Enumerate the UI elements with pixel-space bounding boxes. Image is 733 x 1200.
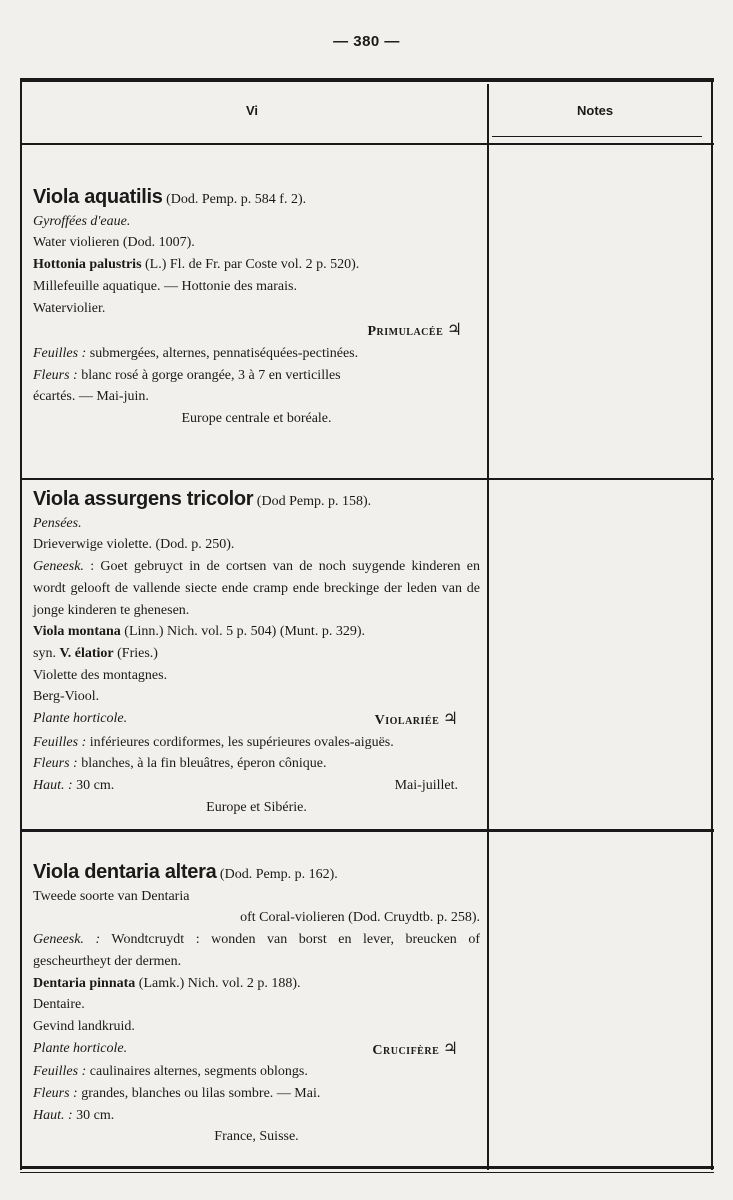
notes-header-rule bbox=[492, 136, 702, 137]
french-name: Millefeuille aquatique. — Hottonie des marais. bbox=[33, 278, 297, 294]
french-name: Violette des montagnes. bbox=[33, 667, 168, 683]
entry-viola-aquatilis bbox=[33, 187, 480, 430]
distribution: France, Suisse. bbox=[214, 1129, 299, 1145]
flowers-text: blanches, à la fin bleuâtres, éperon cônique. bbox=[81, 756, 327, 772]
leaves-text: submergées, alternes, pennatiséquées-pectinées. bbox=[89, 345, 359, 361]
flowers-label: Fleurs : bbox=[33, 756, 78, 772]
vernacular-name: Gyroffées d'eaue. bbox=[33, 213, 131, 229]
syn-label: syn. bbox=[33, 645, 56, 661]
leaves-text: inférieures cordiformes, les supérieures ovales-aiguës. bbox=[89, 734, 394, 750]
medicinal-label: Geneesk. : bbox=[33, 932, 101, 948]
entry-title-ref: (Dod Pemp. p. 158). bbox=[256, 494, 372, 509]
medicinal-label: Geneesk. bbox=[33, 559, 84, 575]
flowers-text: blanc rosé à gorge orangée, 3 à 7 en verticilles bbox=[81, 367, 341, 383]
entry-title: Viola assurgens tricolor bbox=[33, 488, 254, 510]
flowering-period: Mai-juillet. bbox=[394, 778, 458, 794]
table-top-rule bbox=[20, 78, 714, 82]
flowers-label: Fleurs : bbox=[33, 367, 78, 383]
dutch-name: Drieverwige violette. (Dod. p. 250). bbox=[33, 537, 235, 553]
synonym-ref: (L.) Fl. de Fr. par Coste vol. 2 p. 520). bbox=[145, 257, 360, 273]
syn-author: (Fries.) bbox=[117, 645, 158, 661]
leaves-label: Feuilles : bbox=[33, 1064, 87, 1080]
synonym-ref: (Lamk.) Nich. vol. 2 p. 188). bbox=[138, 975, 301, 991]
vernacular-name: Pensées. bbox=[33, 515, 82, 531]
family-name: Crucifère bbox=[372, 1042, 440, 1058]
column-divider-rule bbox=[487, 84, 489, 1170]
height-label: Haut. : bbox=[33, 778, 73, 794]
modern-dutch-name: Berg-Viool. bbox=[33, 689, 100, 705]
synonym-ref: (Linn.) Nich. vol. 5 p. 504) (Munt. p. 329). bbox=[124, 624, 365, 640]
entry-title-ref: (Dod. Pemp. p. 584 f. 2). bbox=[166, 192, 307, 207]
leaves-text: caulinaires alternes, segments oblongs. bbox=[89, 1064, 308, 1080]
entry-title-ref: (Dod. Pemp. p. 162). bbox=[219, 867, 338, 882]
perennial-symbol: ♃ bbox=[442, 709, 458, 729]
synonym-name: Viola montana bbox=[33, 624, 121, 640]
table-bottom-rule bbox=[20, 1166, 714, 1169]
table-right-rule bbox=[711, 80, 713, 1170]
entry-separator-2 bbox=[20, 829, 714, 832]
leaves-label: Feuilles : bbox=[33, 345, 87, 361]
height-label: Haut. : bbox=[33, 1107, 73, 1123]
flowers-label: Fleurs : bbox=[33, 1086, 78, 1102]
perennial-symbol: ♃ bbox=[442, 1038, 458, 1058]
table-left-rule bbox=[20, 80, 22, 1170]
modern-dutch-name: Gevind landkruid. bbox=[33, 1018, 135, 1034]
distribution: Europe centrale et boréale. bbox=[181, 411, 332, 427]
entry-separator-1 bbox=[20, 478, 714, 480]
synonym-name: Dentaria pinnata bbox=[33, 975, 136, 991]
perennial-symbol: ♃ bbox=[446, 320, 462, 340]
medicinal-text: Wondtcruydt : wonden van borst en lever, breucken of gescheurtheyt der dermen. bbox=[33, 932, 481, 969]
family-name: Primulacée bbox=[367, 324, 444, 340]
french-name: Dentaire. bbox=[33, 997, 85, 1013]
flowers-text-cont: écartés. — Mai-juin. bbox=[33, 389, 149, 405]
entry-title: Viola dentaria altera bbox=[33, 861, 217, 883]
plant-type: Plante horticole. bbox=[33, 1040, 128, 1056]
family-name: Violariée bbox=[374, 713, 440, 729]
distribution: Europe et Sibérie. bbox=[206, 799, 307, 815]
medicinal-text: : Goet gebruyct in de cortsen van de noch suygende kinderen en wordt gelooft de vallende siecte ende cramp ende breckinge der leden van de jonge kinderen te ghenesen. bbox=[33, 559, 480, 618]
page-number: — 380 — bbox=[333, 33, 400, 50]
header-bottom-rule bbox=[20, 143, 714, 145]
height-value: 30 cm. bbox=[76, 778, 115, 794]
flowers-text: grandes, blanches ou lilas sombre. — Mai. bbox=[81, 1086, 321, 1102]
plant-type: Plante horticole. bbox=[33, 711, 128, 727]
dutch-name: Tweede soorte van Dentaria bbox=[33, 888, 190, 904]
column-header-notes: Notes bbox=[577, 103, 614, 118]
dutch-name: Water violieren (Dod. 1007). bbox=[33, 235, 195, 251]
syn-name: V. élatior bbox=[59, 645, 114, 661]
entry-title: Viola aquatilis bbox=[33, 186, 163, 208]
leaves-label: Feuilles : bbox=[33, 734, 87, 750]
column-header-left: Vi bbox=[246, 103, 259, 118]
table-bottom-rule-thin bbox=[20, 1172, 714, 1173]
synonym-name: Hottonia palustris bbox=[33, 257, 142, 273]
entry-viola-assurgens-tricolor bbox=[33, 489, 480, 819]
modern-dutch-name: Waterviolier. bbox=[33, 300, 106, 316]
entry-viola-dentaria-altera bbox=[33, 862, 480, 1148]
dutch-name-cont: oft Coral-violieren (Dod. Cruydtb. p. 258). bbox=[240, 910, 480, 926]
height-value: 30 cm. bbox=[76, 1107, 115, 1123]
